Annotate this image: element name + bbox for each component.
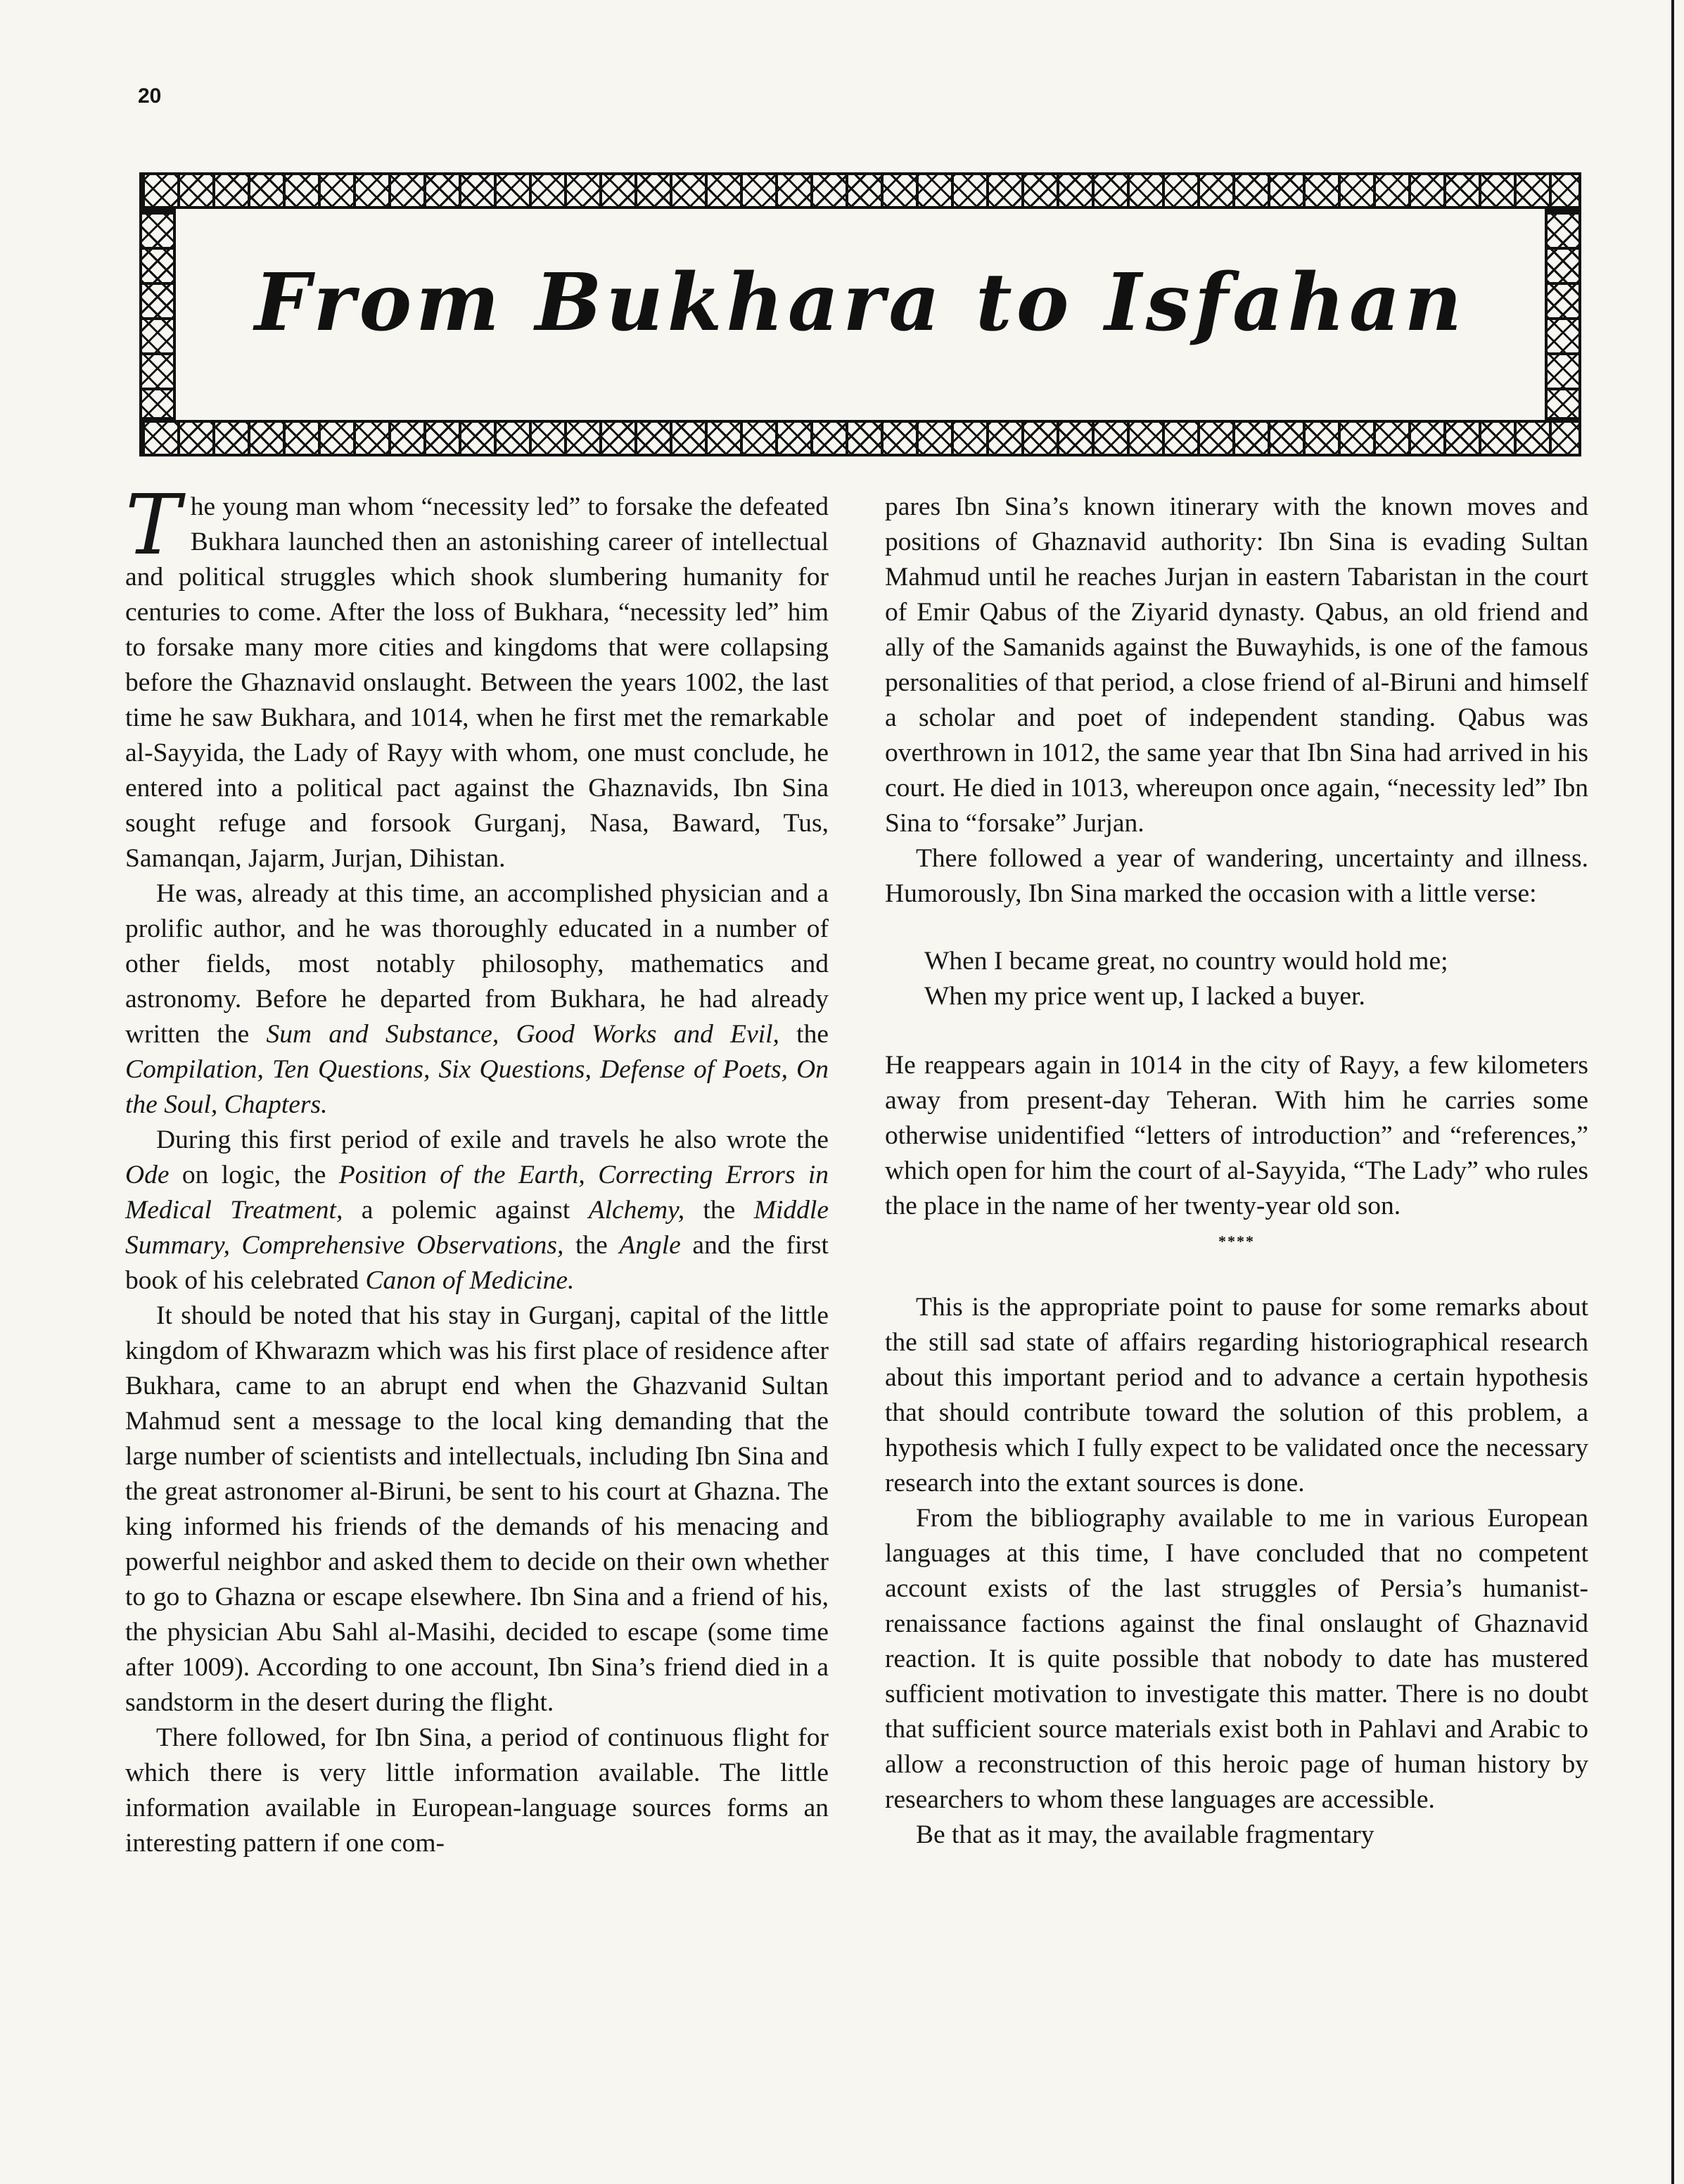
paragraph: There followed a year of wandering, uncertainty and illness. Humorously, Ibn Sina marked the occasion with a little verse: (885, 844, 1588, 908)
paragraph-text: the (684, 1196, 754, 1225)
paragraph-text: During this first period of exile and travels he also wrote the (156, 1125, 829, 1154)
ornamental-border-bottom (139, 420, 1581, 456)
section-separator: **** (1218, 1232, 1255, 1250)
paragraph: There followed, for Ibn Sina, a period of continuous flight for which there is very little information available. The little information available in European-language sources forms an interesting pattern if one com- (125, 1723, 829, 1858)
paragraph-text: and the first book of his celebrated (125, 1231, 829, 1295)
paragraph: He reappears again in 1014 in the city of Rayy, a few kilometers away from present-day Teheran. With him he carries some otherwise unidentified “letters of introduction” and “references,” which open for him the court of al-Sayyida, “The Lady” who rules the place in the name of her twenty-year old son. (885, 1051, 1588, 1220)
right-column (885, 490, 1588, 1853)
page-number: 20 (138, 84, 162, 108)
book-title: Angle (619, 1231, 681, 1260)
book-title: Position of the Earth, Correcting Errors in Medical Treatment, (125, 1161, 829, 1225)
page-edge-line (1671, 0, 1674, 2184)
paragraph (125, 476, 829, 876)
paragraph-text: a polemic against (343, 1196, 589, 1225)
book-title: Ode (125, 1161, 170, 1189)
paragraph-text: he young man whom “necessity led” to forsake the defeated Bukhara launched then an astonishing career of intellectual and political struggles which shook slumbering humanity for centuries to come. After the loss of Bukhara, “necessity led” him to forsake many more cities and kingdoms that were collapsing before the Ghaznavid onslaught. Between the years 1002, the last time he saw Bukhara, and 1014, when he first met the remarkable al-Sayyida, the Lady of Rayy with whom, one must conclude, he entered into a political pact against the Ghaznavids, Ibn Sina sought refuge and forsook Gurganj, Nasa, Baward, Tus, Samanqan, Jajarm, Jurjan, Dihistan. (125, 492, 829, 873)
paragraph: It should be noted that his stay in Gurganj, capital of the little kingdom of Khwarazm which was his first place of residence after Bukhara, came to an abrupt end when the Ghazvanid Sultan Mahmud sent a message to the local king demanding that the large number of scientists and intellectuals, including Ibn Sina and the great astronomer al-Biruni, be sent to his court at Ghazna. The king informed his friends of the demands of his menacing and powerful neighbor and asked them to decide on their own whether to go to Ghazna or escape elsewhere. Ibn Sina and a friend of his, the physician Abu Sahl al-Masihi, decided to escape (some time after 1009). According to one account, Ibn Sina’s friend died in a sandstorm in the desert during the flight. (125, 1301, 829, 1717)
paragraph: From the bibliography available to me in various European languages at this time, I have concluded that no competent account exists of the last struggles of Persia’s humanist-renaissance factions against the final onslaught of Ghaznavid reaction. It is quite possible that nobody to date has mustered sufficient motivation to investigate this matter. There is no doubt that sufficient source materials exist both in Pahlavi and Arabic to allow a reconstruction of this heroic page of human history by researchers to whom these languages are accessible. (885, 1504, 1588, 1814)
paragraph: This is the appropriate point to pause for some remarks about the still sad state of affairs regarding historiographical research about this important period and to advance a certain hypothesis that should contribute toward the solution of this problem, a hypothesis which I fully expect to be validated once the necessary research into the extant sources is done. (885, 1293, 1588, 1497)
article-title: From Bukhara to Isfahan (254, 257, 1467, 349)
paragraph-text: the (563, 1231, 620, 1260)
book-title: Compilation, Ten Questions, Six Questions, Defense of Poets, On the Soul, Chapters. (125, 1055, 829, 1119)
paragraph-text: the (779, 1020, 829, 1049)
book-title: Middle Summary, Comprehensive Observations, (125, 1196, 829, 1260)
title-frame (139, 172, 1581, 456)
paragraph-text: on logic, the (169, 1161, 339, 1189)
ornamental-border-top (139, 172, 1581, 209)
verse (924, 944, 1588, 1014)
paragraph: pares Ibn Sina’s known itinerary with the known moves and positions of Ghaznavid authority: Ibn Sina is evading Sultan Mahmud until he reaches Jurjan in eastern Tabaristan in the court of Emir Qabus of the Ziyarid dynasty. Qabus, an old friend and ally of the Samanids against the Buwayhids, is one of the famous personalities of that period, a close friend of al-Biruni and himself a scholar and poet of independent standing. Qabus was overthrown in 1012, the same year that Ibn Sina had arrived in his court. He died in 1013, whereupon once again, “necessity led” Ibn Sina to “forsake” Jurjan. (885, 492, 1588, 838)
drop-cap: T (125, 476, 181, 573)
paragraph: Be that as it may, the available fragmentary (916, 1820, 1374, 1849)
paragraph (125, 1123, 829, 1298)
left-column (125, 476, 829, 1861)
verse-line: When I became great, no country would hold me; (924, 947, 1448, 976)
paragraph-text: He was, already at this time, an accomplished physician and a prolific author, and he was thoroughly educated in a number of other fields, most notably philosophy, mathematics and astronomy. Before he departed from Bukhara, he had already written the (125, 879, 829, 1049)
book-title: Sum and Substance, Good Works and Evil, (266, 1020, 779, 1049)
paragraph (125, 876, 829, 1123)
book-title: Alchemy, (588, 1196, 685, 1225)
verse-line: When my price went up, I lacked a buyer. (924, 982, 1365, 1011)
book-title: Canon of Medicine. (365, 1266, 575, 1295)
